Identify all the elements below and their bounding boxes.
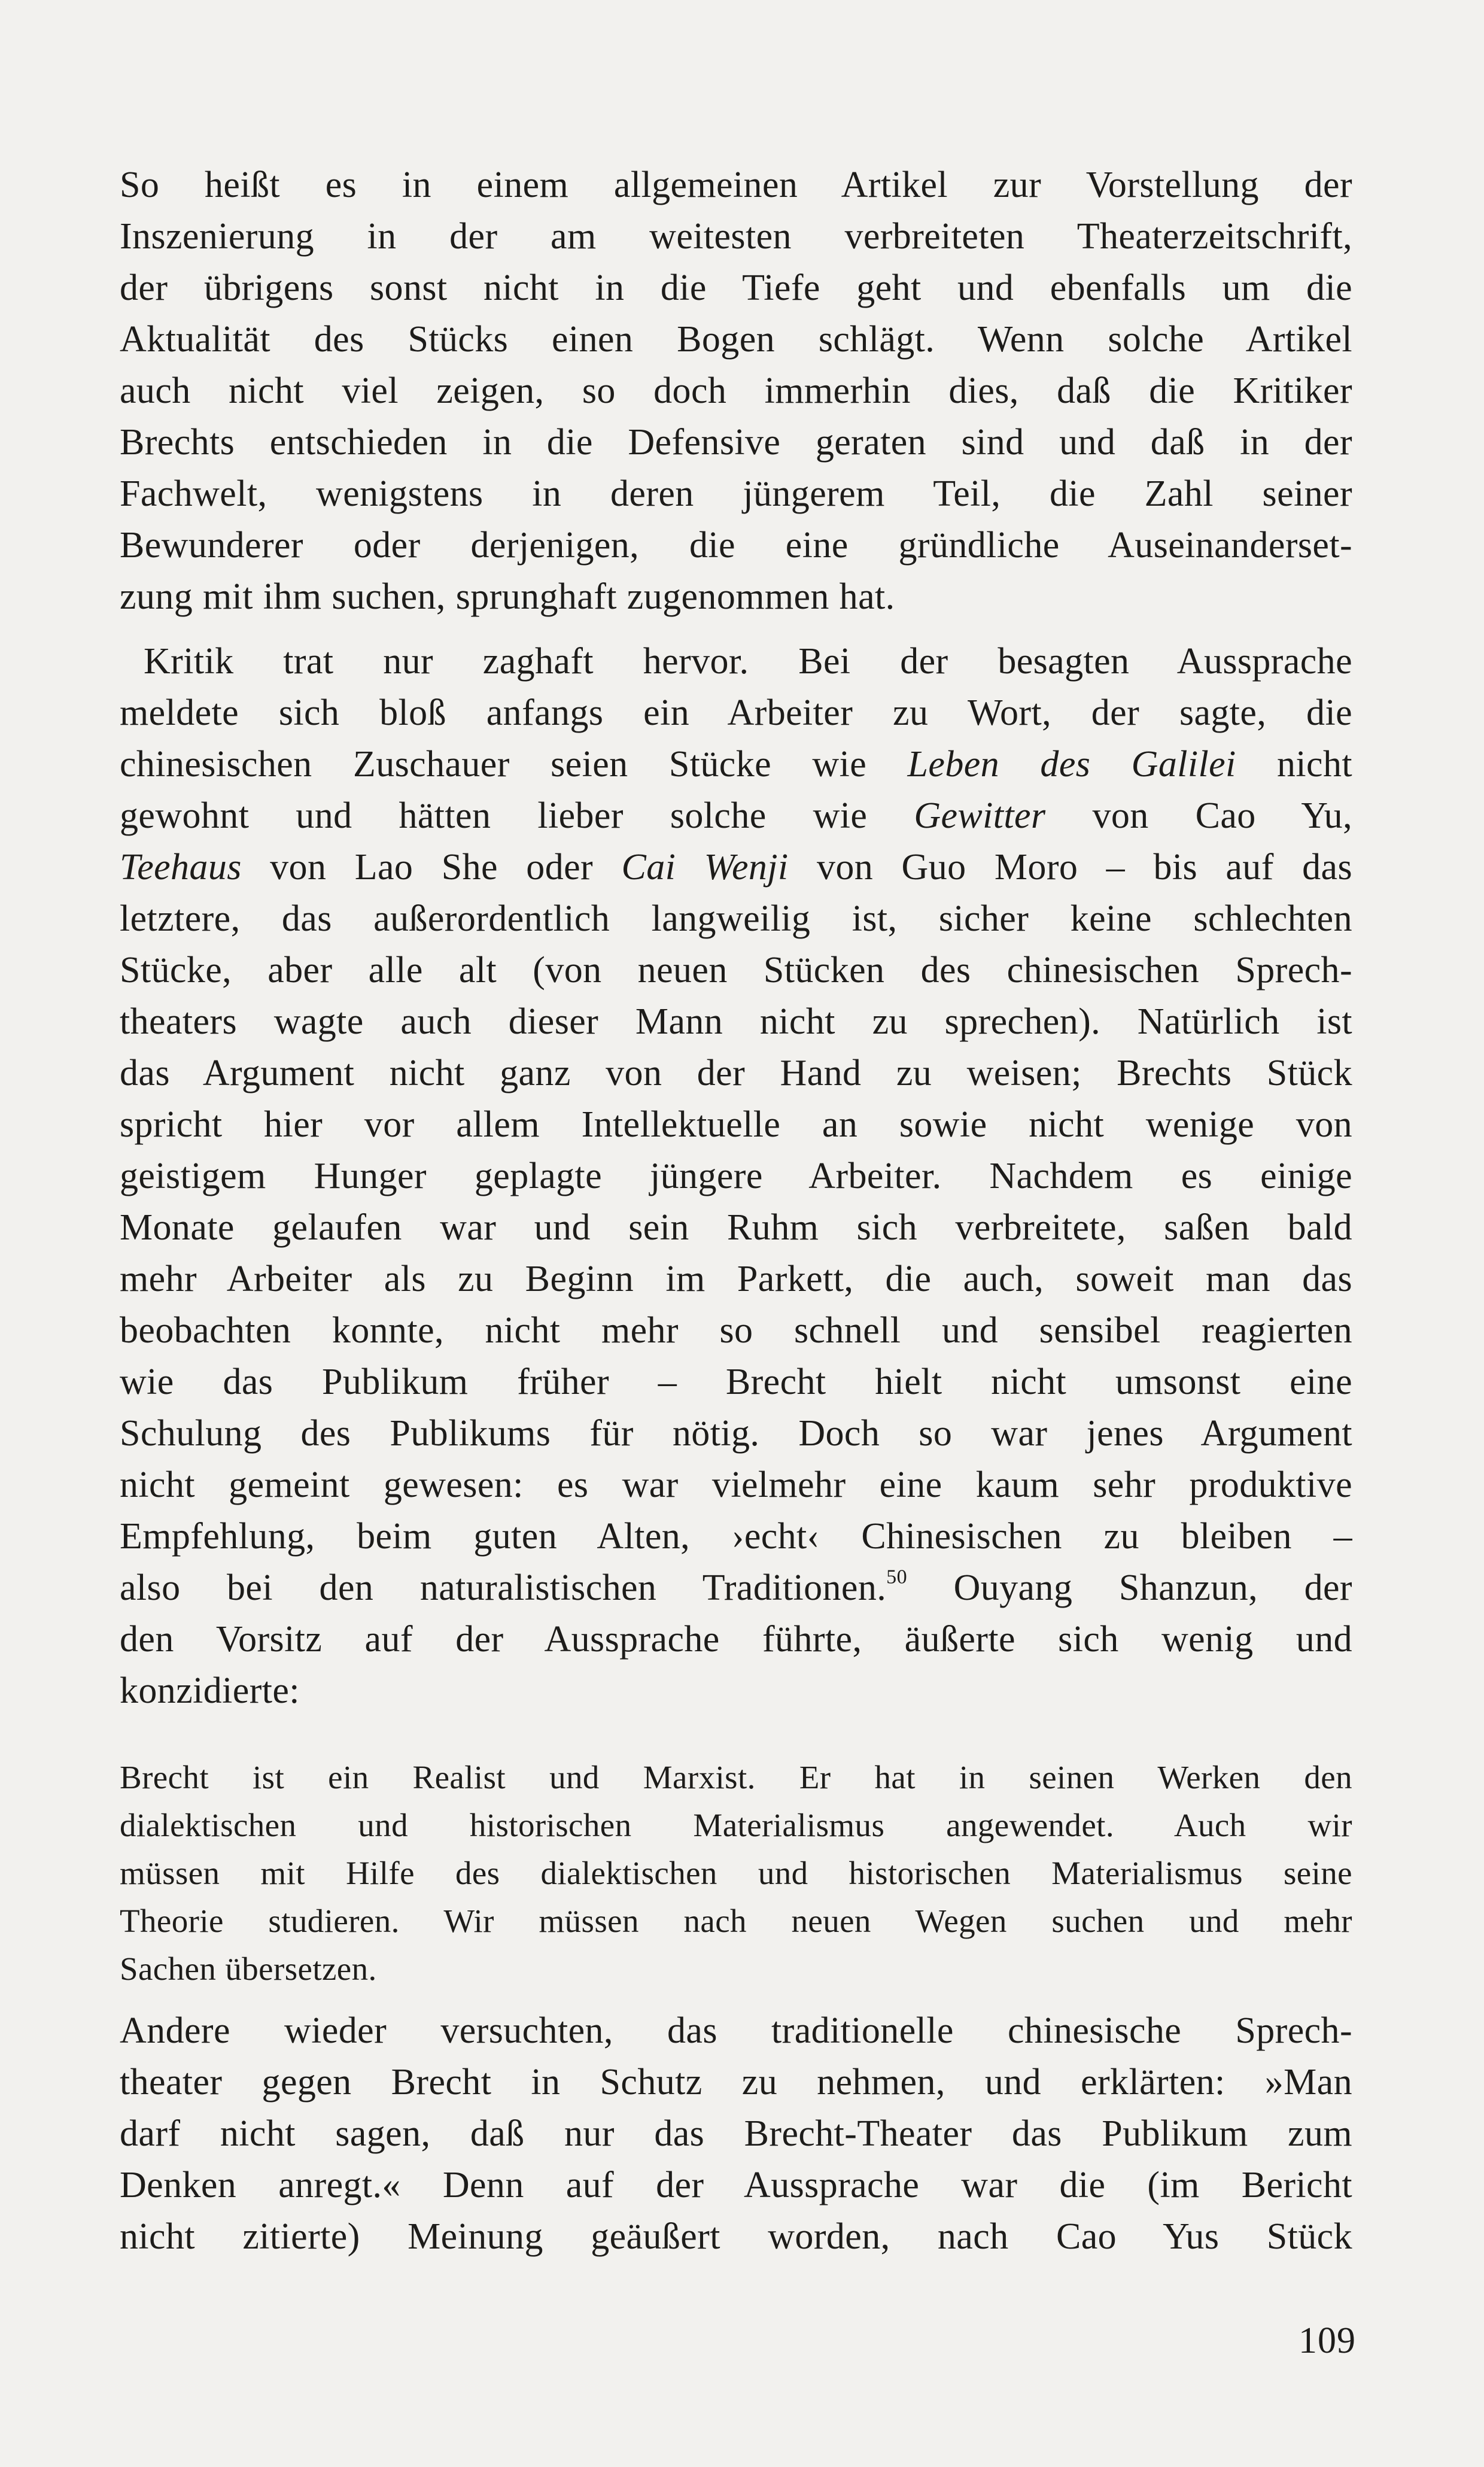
quote-line: Sachen übersetzen. [120,1950,377,1987]
text-line [120,790,1352,841]
text-line: auch nicht viel zeigen, so doch immerhin dies, daß die Kritiker [120,370,1352,411]
text-line [120,739,1352,790]
text-line: Schulung des Publikums für nötig. Doch so war jenes Argument [120,1413,1352,1454]
text-span: also bei den naturalistischen Traditionen. [120,1567,887,1608]
quote-line: Brecht ist ein Realist und Marxist. Er hat in seinen Werken den [120,1759,1352,1795]
quote-line: dialektischen und historischen Materialismus angewendet. Auch wir [120,1807,1352,1843]
text-line: theaters wagte auch dieser Mann nicht zu sprechen). Natürlich ist [120,1001,1352,1042]
text-line: konzidierte: [120,1670,300,1711]
text-line: Aktualität des Stücks einen Bogen schlägt. Wenn solche Artikel [120,319,1352,360]
text-line: geistigem Hunger geplagte jüngere Arbeiter. Nachdem es einige [120,1156,1352,1196]
work-title: Leben des Galilei [907,744,1236,785]
text-span: von Cao Yu, [1045,795,1352,836]
work-title: Gewitter [914,795,1046,836]
paragraph-2 [120,636,1352,1716]
text-line: nicht zitierte) Meinung geäußert worden, nach Cao Yus Stück [120,2216,1352,2257]
text-line: Stücke, aber alle alt (von neuen Stücken des chinesischen Sprech- [120,950,1352,991]
text-span: Ouyang Shanzun, der [907,1567,1352,1608]
text-line: letztere, das außerordentlich langweilig ist, sicher keine schlechten [120,898,1352,939]
text-line: Empfehlung, beim guten Alten, ›echt‹ Chinesischen zu bleiben – [120,1516,1352,1557]
text-line: das Argument nicht ganz von der Hand zu weisen; Brechts Stück [120,1053,1352,1093]
text-span: von Guo Moro – bis auf das [788,847,1352,888]
text-line: zung mit ihm suchen, sprunghaft zugenommen hat. [120,576,895,617]
text-line: Inszenierung in der am weitesten verbreiteten Theaterzeitschrift, [120,216,1352,257]
paragraph-1 [120,159,1352,622]
text-span: von Lao She oder [241,847,622,888]
text-line: Kritik trat nur zaghaft hervor. Bei der besagten Aussprache [144,641,1352,682]
quote-line: Theorie studieren. Wir müssen nach neuen Wegen suchen und mehr [120,1903,1352,1939]
text-line: spricht hier vor allem Intellektuelle an sowie nicht wenige von [120,1104,1352,1145]
text-line [120,841,1352,893]
text-line: beobachten konnte, nicht mehr so schnell und sensibel reagierten [120,1310,1352,1351]
text-line: meldete sich bloß anfangs ein Arbeiter zu Wort, der sagte, die [120,692,1352,733]
text-line: mehr Arbeiter als zu Beginn im Parkett, die auch, soweit man das [120,1259,1352,1299]
text-line: der übrigens sonst nicht in die Tiefe geht und ebenfalls um die [120,268,1352,308]
text-span: gewohnt und hätten lieber solche wie [120,795,914,836]
text-line: Denken anregt.« Denn auf der Aussprache war die (im Bericht [120,2165,1352,2205]
text-line [120,1562,1352,1614]
text-line: theater gegen Brecht in Schutz zu nehmen, und erklärten: »Man [120,2062,1352,2103]
text-line: Monate gelaufen war und sein Ruhm sich verbreitete, saßen bald [120,1207,1352,1248]
text-line: So heißt es in einem allgemeinen Artikel zur Vorstellung der [120,165,1352,205]
footnote-marker: 50 [886,1566,908,1588]
text-line: Brechts entschieden in die Defensive geraten sind und daß in der [120,422,1352,463]
work-title: Teehaus [120,847,242,888]
text-line: Fachwelt, wenigstens in deren jüngerem Teil, die Zahl seiner [120,473,1352,514]
block-quote [120,1754,1352,1993]
text-line: Andere wieder versuchten, das traditionelle chinesische Sprech- [120,2010,1352,2051]
text-line: wie das Publikum früher – Brecht hielt nicht umsonst eine [120,1362,1352,1402]
text-span: nicht [1236,744,1352,785]
text-span: chinesischen Zuschauer seien Stücke wie [120,744,908,785]
page-number: 109 [1298,2320,1356,2361]
text-line: darf nicht sagen, daß nur das Brecht-Theater das Publikum zum [120,2113,1352,2154]
text-line: Bewunderer oder derjenigen, die eine gründliche Auseinanderset- [120,525,1352,566]
paragraph-3 [120,2005,1352,2262]
quote-line: müssen mit Hilfe des dialektischen und historischen Materialismus seine [120,1855,1352,1891]
text-line: nicht gemeint gewesen: es war vielmehr eine kaum sehr produktive [120,1465,1352,1505]
text-line: den Vorsitz auf der Aussprache führte, äußerte sich wenig und [120,1619,1352,1660]
work-title: Cai Wenji [621,847,789,888]
